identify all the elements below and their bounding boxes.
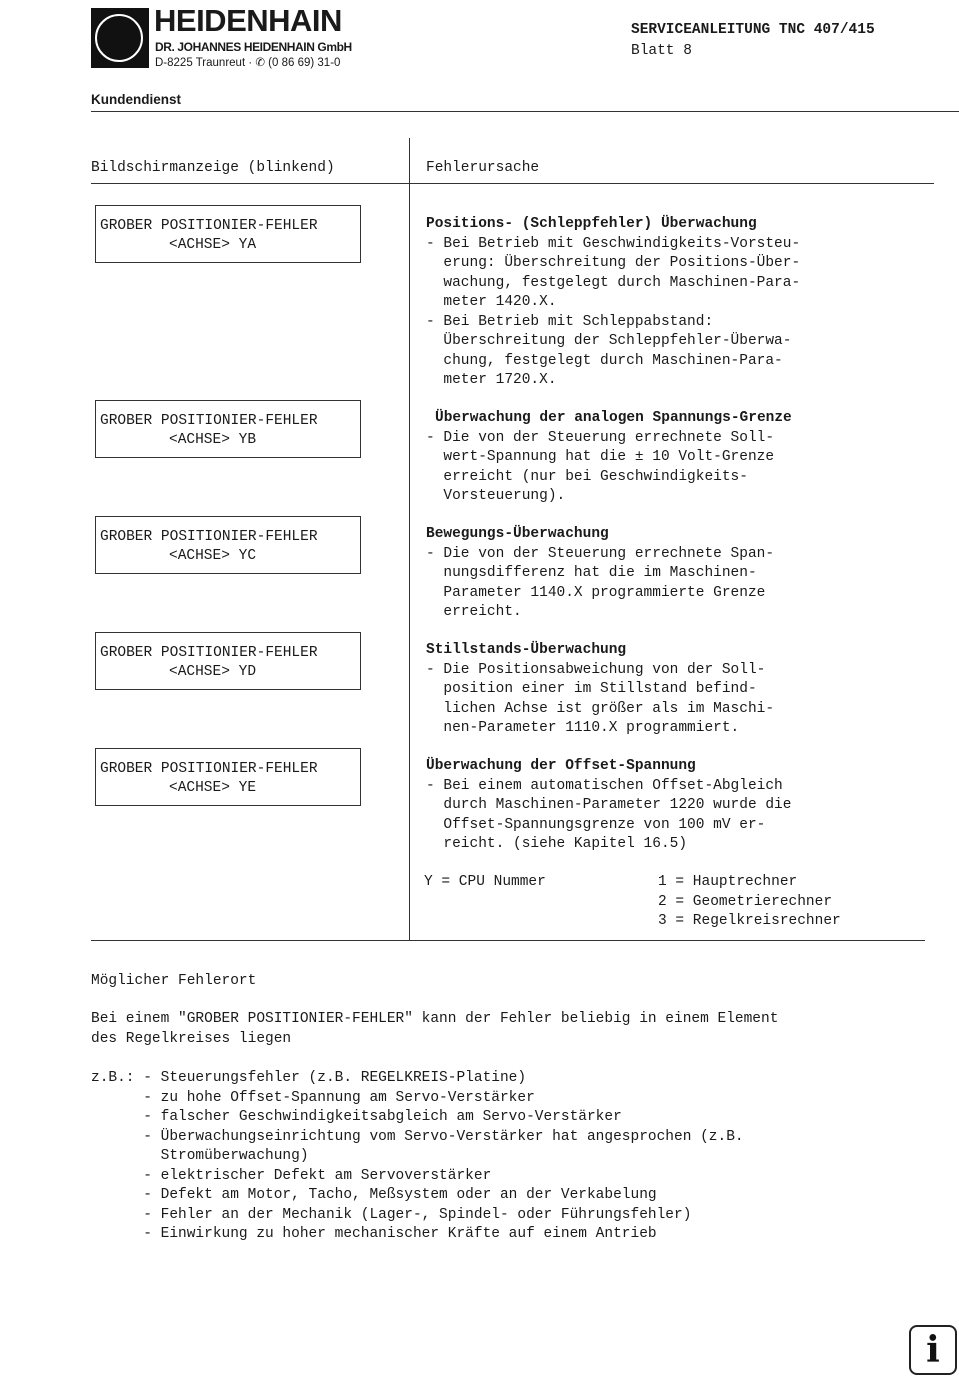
cpu-legend-label: Y = CPU Nummer xyxy=(424,874,546,890)
company-address: D-8225 Traunreut · ✆ (0 86 69) 31-0 xyxy=(155,57,341,69)
error-axis-line: <ACHSE> YB xyxy=(169,432,257,448)
cpu-legend-item: 2 = Geometrierechner xyxy=(658,893,833,910)
list-item: - Einwirkung zu hoher mechanischer Kräfte auf einem Antrieb xyxy=(91,1226,657,1242)
error-message-box xyxy=(95,205,361,263)
section-paragraph xyxy=(91,1010,778,1049)
column-header-cause: Fehlerursache xyxy=(426,160,540,176)
header-divider xyxy=(91,111,959,112)
cause-line: - Die von der Steuerung errechnete Span- xyxy=(426,545,775,562)
info-icon-glyph: i xyxy=(926,1329,940,1371)
cause-line: Offset-Spannungsgrenze von 100 mV er- xyxy=(426,816,766,833)
cause-line: wachung, festgelegt durch Maschinen-Para- xyxy=(426,274,801,291)
cause-title: Überwachung der analogen Spannungs-Grenze xyxy=(435,410,792,426)
list-item: - Fehler an der Mechanik (Lager-, Spindel- oder Führungsfehler) xyxy=(91,1206,692,1223)
cause-line: erreicht (nur bei Geschwindigkeits- xyxy=(426,468,748,485)
logo-emblem-icon xyxy=(95,14,143,62)
cause-line: Vorsteuerung). xyxy=(426,488,566,504)
error-message-line: GROBER POSITIONIER-FEHLER xyxy=(100,529,318,545)
company-name: DR. JOHANNES HEIDENHAIN GmbH xyxy=(155,40,352,54)
table-column-divider xyxy=(409,138,410,941)
cause-line: chung, festgelegt durch Maschinen-Para- xyxy=(426,352,783,369)
heidenhain-logo xyxy=(91,8,149,68)
cause-line: lichen Achse ist größer als im Maschi- xyxy=(426,700,775,717)
cause-line: - Die Positionsabweichung von der Soll- xyxy=(426,661,766,678)
list-item: - Überwachungseinrichtung vom Servo-Verstärker hat angesprochen (z.B. xyxy=(91,1128,744,1145)
list-item: Stromüberwachung) xyxy=(91,1148,309,1164)
section-title: Möglicher Fehlerort xyxy=(91,973,257,989)
cause-line: meter 1420.X. xyxy=(426,294,557,310)
error-message-line: GROBER POSITIONIER-FEHLER xyxy=(100,761,318,777)
paragraph-line: Bei einem "GROBER POSITIONIER-FEHLER" kann der Fehler beliebig in einem Element xyxy=(91,1011,779,1027)
list-item: - elektrischer Defekt am Servoverstärker xyxy=(91,1167,492,1184)
error-message-line: GROBER POSITIONIER-FEHLER xyxy=(100,218,318,234)
error-location-list xyxy=(91,1069,744,1245)
error-axis-line: <ACHSE> YA xyxy=(169,237,257,253)
cause-line: Parameter 1140.X programmierte Grenze xyxy=(426,584,766,601)
info-icon xyxy=(909,1325,957,1375)
list-item: - zu hohe Offset-Spannung am Servo-Verstärker xyxy=(91,1089,535,1106)
error-axis-line: <ACHSE> YD xyxy=(169,664,257,680)
error-message-box xyxy=(95,516,361,574)
error-message-box xyxy=(95,748,361,806)
cause-title: Bewegungs-Überwachung xyxy=(426,526,609,542)
error-message-line: GROBER POSITIONIER-FEHLER xyxy=(100,645,318,661)
cause-line: Überschreitung der Schleppfehler-Überwa- xyxy=(426,333,792,349)
list-item: z.B.: - Steuerungsfehler (z.B. REGELKREIS-Platine) xyxy=(91,1070,527,1086)
error-cause-block xyxy=(426,641,926,739)
cpu-legend-list xyxy=(658,873,841,932)
error-message-box xyxy=(95,400,361,458)
error-cause-block xyxy=(426,757,926,855)
error-cause-block xyxy=(426,215,926,391)
table-header-divider xyxy=(91,183,934,184)
cause-line: - Bei einem automatischen Offset-Abgleich xyxy=(426,777,783,794)
cause-line: - Bei Betrieb mit Geschwindigkeits-Vorsteu- xyxy=(426,235,801,252)
cpu-legend-item: 1 = Hauptrechner xyxy=(658,874,798,890)
column-header-display: Bildschirmanzeige (blinkend) xyxy=(91,160,335,176)
cpu-legend-item: 3 = Regelkreisrechner xyxy=(658,913,841,929)
cause-line: durch Maschinen-Parameter 1220 wurde die xyxy=(426,797,792,813)
brand-name: HEIDENHAIN xyxy=(154,3,342,38)
document-title: SERVICEANLEITUNG TNC 407/415 xyxy=(631,22,875,38)
list-item: - falscher Geschwindigkeitsabgleich am Servo-Verstärker xyxy=(91,1109,622,1125)
cause-title: Überwachung der Offset-Spannung xyxy=(426,758,696,774)
error-cause-block xyxy=(426,525,926,623)
cause-line: erung: Überschreitung der Positions-Über- xyxy=(426,255,801,271)
error-message-line: GROBER POSITIONIER-FEHLER xyxy=(100,413,318,429)
error-axis-line: <ACHSE> YC xyxy=(169,548,257,564)
table-bottom-divider xyxy=(91,940,925,941)
cause-line: erreicht. xyxy=(426,604,522,620)
cause-line: position einer im Stillstand befind- xyxy=(426,681,757,697)
department-label: Kundendienst xyxy=(91,92,181,107)
cause-line: - Bei Betrieb mit Schleppabstand: xyxy=(426,313,714,330)
cause-title: Positions- (Schleppfehler) Überwachung xyxy=(426,216,757,232)
sheet-number: Blatt 8 xyxy=(631,43,692,59)
error-axis-line: <ACHSE> YE xyxy=(169,780,257,796)
paragraph-line: des Regelkreises liegen xyxy=(91,1030,292,1047)
error-message-box xyxy=(95,632,361,690)
cause-title: Stillstands-Überwachung xyxy=(426,642,627,658)
cause-line: meter 1720.X. xyxy=(426,372,557,388)
error-cause-block xyxy=(426,409,926,507)
cause-line: nen-Parameter 1110.X programmiert. xyxy=(426,720,740,736)
list-item: - Defekt am Motor, Tacho, Meßsystem oder an der Verkabelung xyxy=(91,1187,657,1203)
cause-line: nungsdifferenz hat die im Maschinen- xyxy=(426,565,757,581)
cause-line: reicht. (siehe Kapitel 16.5) xyxy=(426,836,688,852)
cause-line: wert-Spannung hat die ± 10 Volt-Grenze xyxy=(426,449,775,465)
cause-line: - Die von der Steuerung errechnete Soll- xyxy=(426,429,775,446)
